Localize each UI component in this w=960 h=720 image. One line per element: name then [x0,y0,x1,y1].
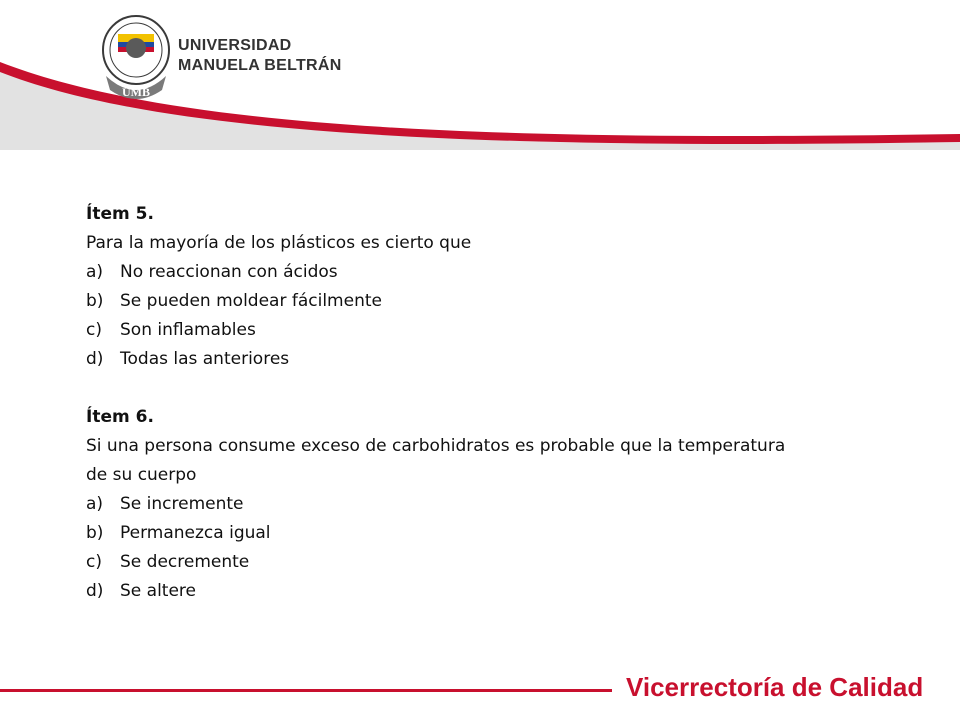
option-c [86,316,806,345]
footer-title: Vicerrectoría de Calidad [626,672,924,702]
university-seal-logo [100,12,172,102]
option-text: Son inflamables [120,320,256,340]
spacer [86,374,806,403]
option-letter: c) [86,552,102,572]
option-letter: c) [86,320,102,340]
item-title: Ítem 6. [86,407,154,427]
logo-line-2: MANUELA BELTRÁN [178,57,342,74]
option-letter: d) [86,581,104,601]
option-letter: a) [86,262,104,282]
item-block [86,403,806,606]
option-text: Todas las anteriores [120,349,290,369]
option-d [86,345,806,374]
options-list [86,258,806,374]
item-question: Si una persona consume exceso de carbohidratos es probable que la temperatura de su cuerpo [86,436,786,485]
option-text: Se pueden moldear fácilmente [120,291,382,311]
option-d [86,577,806,606]
option-letter: b) [86,291,104,311]
university-name [178,36,342,76]
option-letter: a) [86,494,104,514]
option-letter: b) [86,523,104,543]
item-block [86,200,806,374]
option-a [86,258,806,287]
footer-divider [0,689,612,692]
seal-umb-text: UMB [122,85,150,99]
option-a [86,490,806,519]
options-list [86,490,806,606]
logo-line-1: UNIVERSIDAD [178,37,292,54]
item-title: Ítem 5. [86,204,154,224]
option-b [86,519,806,548]
option-b [86,287,806,316]
option-text: Se altere [120,581,196,601]
option-letter: d) [86,349,104,369]
option-text: Permanezca igual [120,523,271,543]
option-text: Se incremente [120,494,244,514]
option-text: Se decremente [120,552,250,572]
option-text: No reaccionan con ácidos [120,262,338,282]
option-c [86,548,806,577]
slide-content [86,200,806,606]
item-question: Para la mayoría de los plásticos es cierto que [86,233,472,253]
